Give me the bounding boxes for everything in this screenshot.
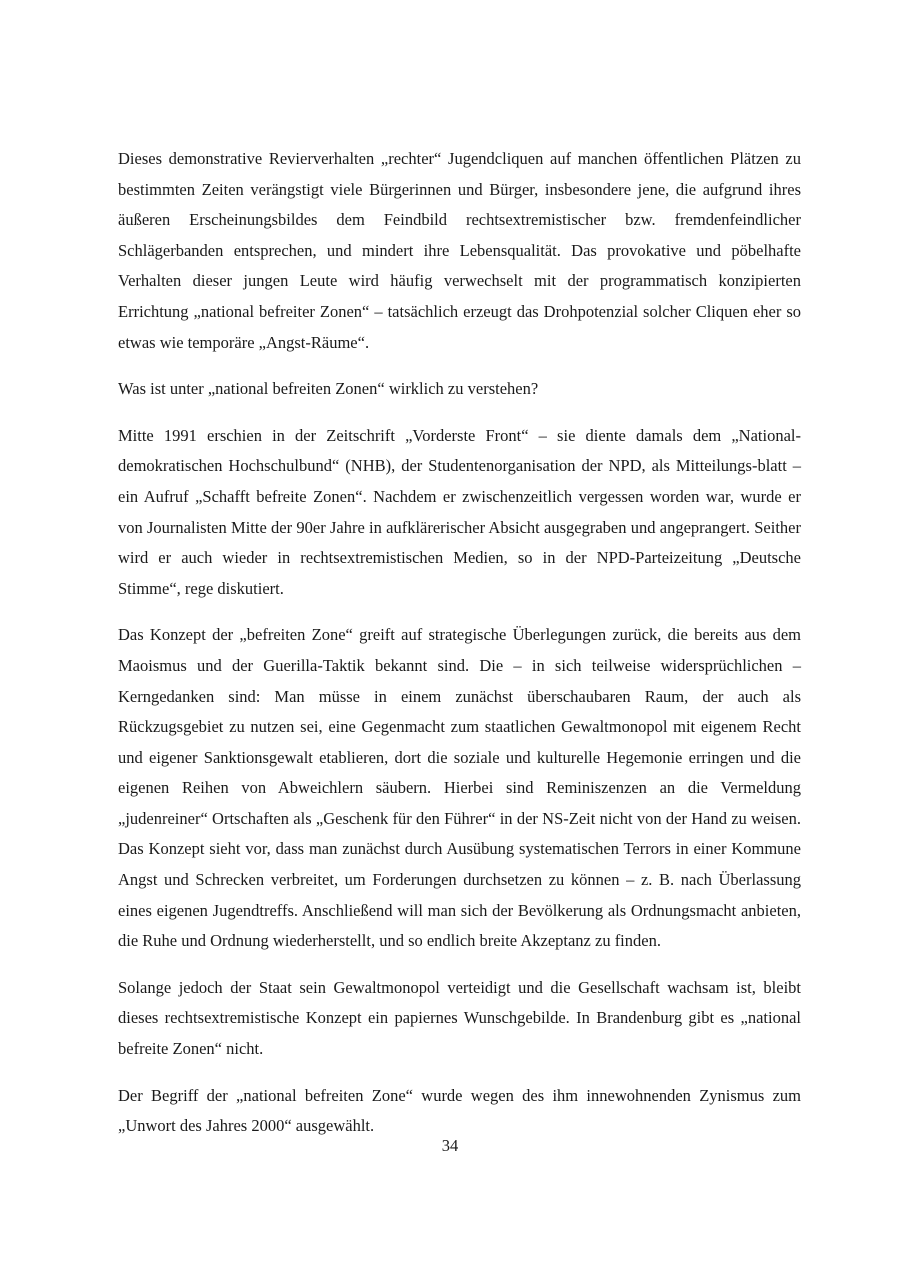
body-text [118, 144, 801, 1158]
paragraph-unwort: Der Begriff der „national befreiten Zone“ wurde wegen des ihm innewohnenden Zynismus zum „Unwort des Jahres 2000“ ausgewählt. [118, 1085, 801, 1136]
paragraph-konzept: Das Konzept der „befreiten Zone“ greift auf strategische Überlegungen zurück, die bereits aus dem Maoismus und der Guerilla-Taktik bekannt sind. Die – in sich teilweise widersprüchlichen – Kerngedanken sind: Man müsse in einem zunächst überschaubaren Raum, der auch als Rückzugsgebiet zu nutzen sei, eine Gegenmacht zum staatlichen Gewaltmonopol mit eigenem Recht und eigener Sanktionsgewalt etablieren, dort die soziale und kulturelle Hegemonie erringen und die eigenen Reihen von Abweichlern säubern. Hierbei sind Reminiszenzen an die Vermeldung „judenreiner“ Ortschaften als „Geschenk für den Führer“ in der NS-Zeit nicht von der Hand zu weisen. Das Konzept sieht vor, dass man zunächst durch Ausübung systematischen Terrors in einer Kommune Angst und Schrecken verbreitet, um Forderungen durchsetzen zu können – z. B. nach Überlassung eines eigenen Jugendtreffs. Anschließend will man sich der Bevölkerung als Ordnungsmacht anbieten, die Ruhe und Ordnung wiederherstellt, und so endlich breite Akzeptanz zu finden. [118, 625, 801, 951]
page-number: 34 [441, 1136, 459, 1155]
paragraph-question: Was ist unter „national befreiten Zonen“ wirklich zu verstehen? [118, 379, 539, 399]
paragraph-revierverhalten: Dieses demonstrative Revierverhalten „rechter“ Jugendcliquen auf manchen öffentlichen Plätzen zu bestimmten Zeiten verängstigt viele Bürgerinnen und Bürger, insbesondere jene, die aufgrund ihres äußeren Erscheinungsbildes dem Feindbild rechtsextremistischer bzw. fremdenfeindlicher Schlägerbanden entsprechen, und mindert ihre Lebensqualität. Das provokative und pöbelhafte Verhalten dieser jungen Leute wird häufig verwechselt mit der programmatisch konzipierten Errichtung „national befreiter Zonen“ – tatsächlich erzeugt das Drohpotenzial solcher Cliquen eher so etwas wie temporäre „Angst-Räume“. [118, 149, 801, 352]
paragraph-gewaltmonopol: Solange jedoch der Staat sein Gewaltmonopol verteidigt und die Gesellschaft wachsam ist, bleibt dieses rechtsextremistische Konzept ein papiernes Wunschgebilde. In Brandenburg gibt es „national befreite Zonen“ nicht. [118, 977, 801, 1059]
paragraph-vorderste-front: Mitte 1991 erschien in der Zeitschrift „Vorderste Front“ – sie diente damals dem „National-demokratischen Hochschulbund“ (NHB), der Studentenorganisation der NPD, als Mitteilungs-blatt – ein Aufruf „Schafft befreite Zonen“. Nachdem er zwischenzeitlich vergessen worden war, wurde er von Journalisten Mitte der 90er Jahre in aufklärerischer Absicht ausgegraben und angeprangert. Seither wird er auch wieder in rechtsextremistischen Medien, so in der NPD-Parteizeitung „Deutsche Stimme“, rege diskutiert. [118, 425, 801, 598]
